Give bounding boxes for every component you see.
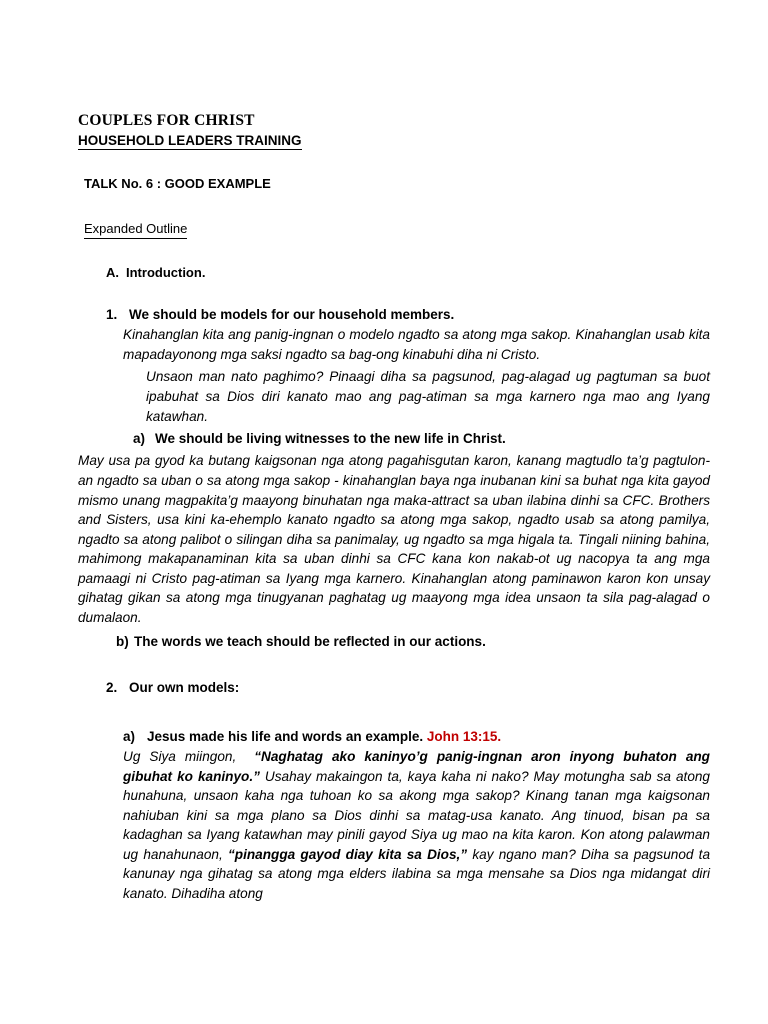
outline-item-2 [106, 679, 710, 697]
scripture-quote-2: “pinangga gayod diay kita sa Dios,” [227, 846, 468, 862]
item-2a-body [123, 747, 710, 904]
item-2a-marker: a) [123, 728, 136, 744]
item-1-heading: We should be models for our household members. [129, 307, 455, 323]
item-2a-body-part-1: Ug Siya miingon, [123, 749, 237, 765]
outline-item-1a [133, 430, 710, 448]
document-subtitle: HOUSEHOLD LEADERS TRAINING [78, 132, 302, 151]
talk-heading: TALK No. 6 : GOOD EXAMPLE [84, 176, 271, 192]
scripture-reference: John 13:15. [426, 728, 502, 744]
section-a-label: Introduction. [126, 265, 206, 281]
item-1-paragraph-1: Kinahanglan kita ang panig-ingnan o modelo ngadto sa atong mga sakop. Kinahanglan usab kita mapadayonong mga saksi ngadto sa bag-ong kinabuhi diha ni Cristo. [123, 327, 710, 362]
item-2a-body-part-2: Usahay makaingon ta, kaya kaha ni nako? May motungha sab sa atong hunahuna, unsaon kaha nga tuhoan ko sa akong mga sakop? Kinang tanan mga kaigsonan nahiuban kini sa mga plano sa Dios dinhi sa matag-usa kanato. Ang tinuod, bisan pa sa kadaghan sa Iyang katawhan may pinili gayod Siya ug mao na kita karon. Kon atong palawman ug hanahunaon, [123, 768, 710, 862]
outline-item-1b [116, 633, 710, 651]
scripture-quote-1: “Naghatag ako kaninyo’g panig-ingnan aron inyong buhaton ang gibuhat ko kaninyo.” [123, 749, 710, 784]
section-label: Expanded Outline [84, 221, 187, 239]
item-1a-heading: We should be living witnesses to the new life in Christ. [155, 431, 506, 447]
item-1b-heading: The words we teach should be reflected in our actions. [134, 634, 486, 650]
outline-section-a [106, 265, 710, 282]
item-1-marker: 1. [106, 307, 118, 323]
outline-item-1 [106, 306, 710, 324]
item-1a-paragraph: May usa pa gyod ka butang kaigsonan nga atong pagahisgutan karon, kanang magtudlo ta’g pagtulon-an ngadto sa uban o sa atong mga sakop - kinahanglan baya nga inubanan kini sa buhat nga kita gayod mismo unang magpakita’g maayong binuhatan nga maka-attract sa uban ilabina dinhi sa CFC. Brothers and Sisters, usa kini ka-ehemplo kanato ngadto sa atong mga sakop, ngadto usab sa atong pamilya, ngadto sa atong palibot o silingan diha sa panimalay, ug ngadto sa mga higala ta. Tingali niining bahina, mahimong makapanaminan kita sa uban dinhi sa CFC kana kon nakab-ot ug nacopya ta ang mga pamaagi ni Cristo pag-atiman sa Iyang mga karnero. Kinahanglan atong paminawon karon kon unsay gihatag gikan sa atong mga tinugyanan paghatag ug maayong mga idea unsaon ta sila pag-alagad o dumalaon. [78, 453, 710, 625]
item-1b-marker: b) [116, 634, 129, 650]
item-2a-heading-wrap [147, 728, 501, 746]
section-a-marker: A. [106, 265, 119, 281]
item-1-paragraph-2: Unsaon man nato paghimo? Pinaagi diha sa pagsunod, pag-alagad ug pagtuman sa buot ipabuhat sa Dios diri kanato mao ang pag-atiman sa mga karnero nga mao ang Iyang katawhan. [146, 369, 710, 424]
item-2a-body-part-3: kay ngano man? Diha sa pagsunod ta kanunay nga gihatag sa atong mga elders ilabina sa mga mensahe sa Dios nga midangat diri kanato. Dihadiha atong [123, 846, 711, 902]
item-1a-marker: a) [133, 431, 146, 447]
document-header [78, 112, 710, 239]
item-2a-heading: Jesus made his life and words an example. [147, 728, 424, 744]
item-2-heading: Our own models: [129, 679, 240, 695]
item-2-marker: 2. [106, 679, 118, 695]
outline-item-2a [123, 728, 710, 746]
organization-title: COUPLES FOR CHRIST [78, 112, 255, 129]
